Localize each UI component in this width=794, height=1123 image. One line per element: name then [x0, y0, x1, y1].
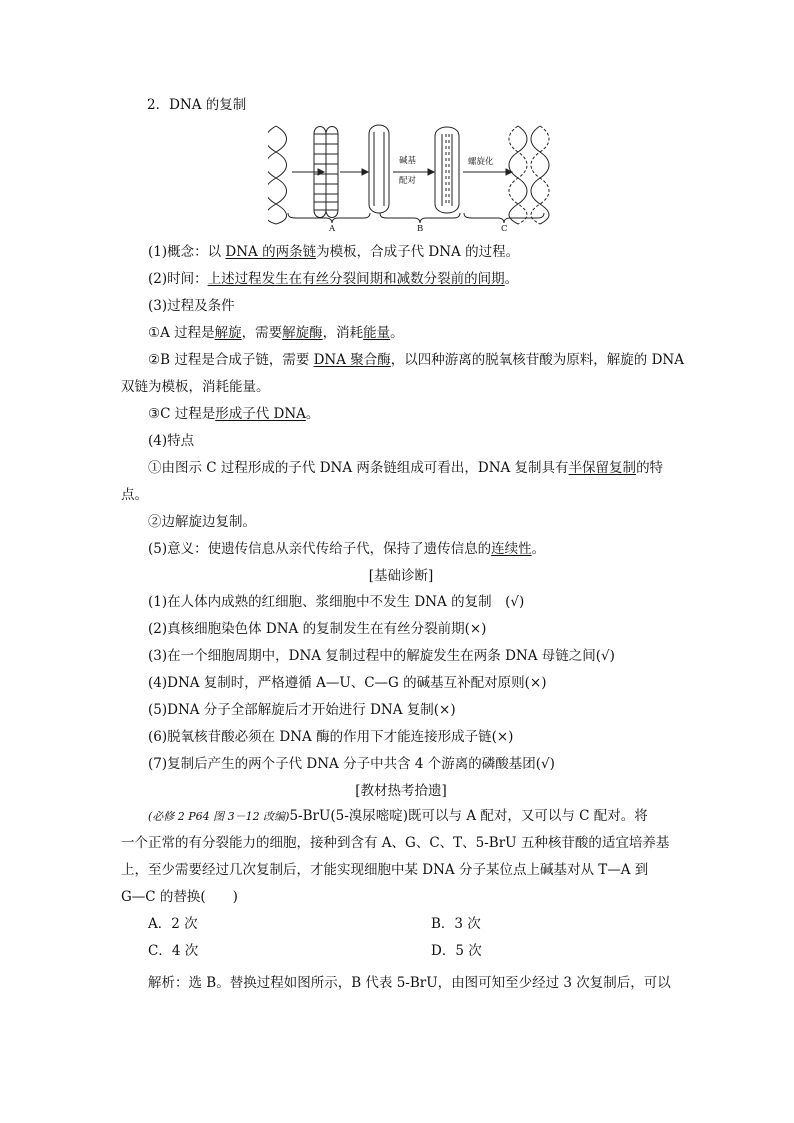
diagnosis-item: (5)DNA 分子全部解旋后才开始进行 DNA 复制(×)	[148, 702, 456, 718]
text: 。	[504, 271, 519, 287]
process-b-line-2: 双链为模板，消耗能量。	[121, 379, 270, 395]
option-b: B．3 次	[431, 916, 481, 932]
exercise-line-1	[148, 807, 708, 826]
text: ②B 过程是合成子链，需要	[148, 352, 314, 368]
concept-line	[148, 243, 708, 261]
underlined-term: DNA 的两条链	[225, 244, 317, 260]
text: 为模板，合成子代 DNA 的过程。	[316, 244, 520, 260]
underlined-term: 能量	[363, 325, 391, 341]
exercise-line-4: G—C 的替换( )	[121, 889, 238, 905]
text: (2)时间：	[148, 271, 208, 287]
diagnosis-item: (2)真核细胞染色体 DNA 的复制发生在有丝分裂前期(×)	[148, 621, 487, 637]
diagnosis-item: (3)在一个细胞周期中，DNA 复制过程中的解旋发生在两条 DNA 母链之间(√)	[148, 648, 615, 664]
text: 的特	[636, 460, 664, 476]
text: ，消耗	[322, 325, 364, 341]
dna-replication-diagram	[268, 120, 558, 232]
process-heading: (3)过程及条件	[148, 298, 235, 314]
text: 5-BrU(5-溴尿嘧啶)既可以与 A 配对，又可以与 C 配对。将	[289, 808, 648, 824]
label-base-pairing-2: 配对	[399, 176, 417, 186]
separated-strands	[369, 125, 389, 213]
option-a: A．2 次	[148, 916, 198, 932]
text: ③C 过程是	[148, 406, 216, 422]
underlined-term: 上述过程发生在	[207, 271, 303, 287]
option-c: C．4 次	[148, 943, 199, 959]
underlined-term: 解旋酶	[282, 325, 323, 341]
underlined-term: 连续性	[491, 541, 532, 557]
text: ，需要	[241, 325, 283, 341]
brace-c	[464, 213, 544, 223]
significance-line	[148, 540, 708, 558]
option-d: D．5 次	[431, 943, 482, 959]
diagnosis-item: (7)复制后产生的两个子代 DNA 分子中共含 4 个游离的磷酸基团(√)	[148, 756, 555, 772]
daughter-strands	[435, 127, 459, 213]
text: 。	[531, 541, 546, 557]
feature-line-1b: 点。	[121, 487, 148, 503]
feature-line-2: ②边解旋边复制。	[148, 514, 256, 530]
section-basic-diagnosis: [基础诊断]	[368, 568, 434, 584]
underlined-term: 形成子代 DNA	[215, 406, 306, 422]
process-a-line	[148, 324, 708, 342]
brace-label-c: C	[501, 224, 508, 232]
diagnosis-item: (1)在人体内成熟的红细胞、浆细胞中不发生 DNA 的复制 (√)	[148, 594, 525, 610]
section-textbook-review: [教材热考拾遗]	[355, 783, 447, 799]
label-spiralization: 螺旋化	[468, 157, 494, 167]
underlined-term: DNA 聚合酶	[313, 352, 391, 368]
underlined-term: 解旋	[214, 325, 242, 341]
text: 。	[305, 406, 320, 422]
time-line	[148, 270, 708, 288]
brace-a	[288, 213, 370, 223]
unwinding-ladder	[326, 127, 338, 218]
process-b-line	[148, 351, 708, 369]
section-heading: 2．DNA 的复制	[147, 97, 247, 113]
brace-label-a: A	[329, 224, 336, 232]
brace-b	[380, 213, 460, 223]
analysis-line: 解析：选 B。替换过程如图所示，B 代表 5-BrU，由图可知至少经过 3 次复制后，可以	[148, 975, 671, 991]
feature-heading: (4)特点	[148, 433, 195, 449]
diagnosis-item: (4)DNA 复制时，严格遵循 A—U、C—G 的碱基互补配对原则(×)	[148, 675, 547, 691]
exercise-line-2: 一个正常的有分裂能力的细胞，接种到含有 A、G、C、T、5-BrU 五种核苷酸的适宜培养基	[121, 835, 670, 851]
feature-line-1	[148, 459, 708, 477]
text: ①由图示 C 过程形成的子代 DNA 两条链组成可看出，DNA 复制具有	[148, 460, 569, 476]
diagnosis-item: (6)脱氧核苷酸必须在 DNA 酶的作用下才能连接形成子链(×)	[148, 729, 514, 745]
brace-label-b: B	[417, 224, 424, 232]
process-c-line	[148, 405, 708, 423]
text: ，以四种游离的脱氧核苷酸为原料，解旋的 DNA	[390, 352, 684, 368]
text: (5)意义：使遗传信息从亲代传给子代，保持了遗传信息的	[148, 541, 492, 557]
text: 。	[390, 325, 404, 341]
underlined-term: 有丝分裂间期和减数分裂前的间期	[302, 271, 505, 287]
text: ①A 过程是	[148, 325, 215, 341]
underlined-term: 半保留复制	[568, 460, 637, 476]
text: (1)概念：以	[148, 244, 226, 260]
label-base-pairing: 碱基	[399, 156, 417, 166]
exercise-line-3: 上，至少需要经过几次复制后，才能实现细胞中某 DNA 分子某位点上碱基对从 T—A 到	[121, 862, 649, 878]
source-note: (必修 2 P64 图 3－12 改编)	[148, 810, 290, 823]
